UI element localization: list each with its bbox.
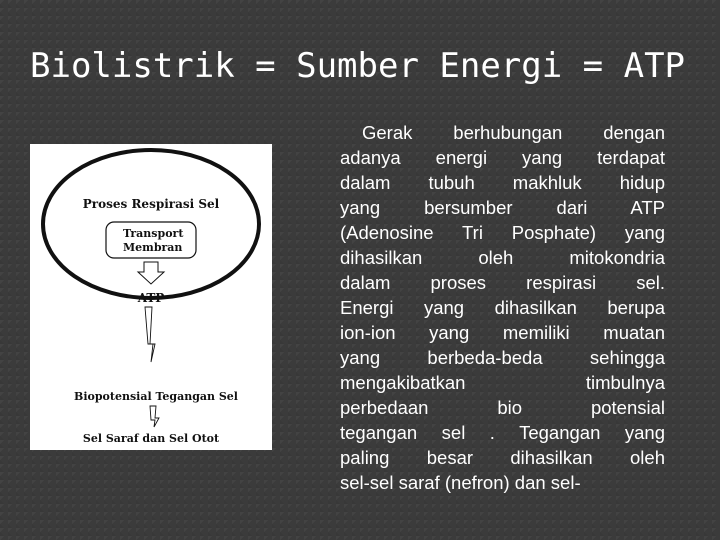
- body-line: yang bersumber dari ATP: [340, 197, 665, 218]
- respiration-diagram: [30, 144, 272, 450]
- slide-title: Biolistrik = Sumber Energi = ATP: [30, 46, 686, 86]
- label-transport-2: Membran: [123, 241, 183, 254]
- body-line: dihasilkan oleh mitokondria: [340, 247, 665, 268]
- body-line: yang berbeda-beda sehingga: [340, 347, 665, 368]
- body-line: mengakibatkan timbulnya: [340, 372, 665, 393]
- diagram-figure: [30, 144, 272, 450]
- body-line: sel-sel saraf (nefron) dan sel-: [340, 472, 581, 493]
- label-atp: ATP: [137, 291, 165, 305]
- body-line: dalam proses respirasi sel.: [340, 272, 665, 293]
- body-line: ion-ion yang memiliki muatan: [340, 322, 665, 343]
- down-arrow-icon: [138, 262, 164, 284]
- body-line: dalam tubuh makhluk hidup: [340, 172, 665, 193]
- lightning-arrow-icon: [150, 406, 159, 427]
- body-line: tegangan sel . Tegangan yang: [340, 422, 665, 443]
- label-cells: Sel Saraf dan Sel Otot: [82, 432, 220, 445]
- body-line: Gerak berhubungan dengan: [362, 122, 665, 143]
- body-line: adanya energi yang terdapat: [340, 147, 665, 168]
- label-respiration: Proses Respirasi Sel: [82, 197, 220, 211]
- body-line: perbedaan bio potensial: [340, 397, 665, 418]
- body-line: (Adenosine Tri Posphate) yang: [340, 222, 665, 243]
- lightning-arrow-icon: [145, 307, 155, 362]
- body-line: Energi yang dihasilkan berupa: [340, 297, 665, 318]
- body-line: paling besar dihasilkan oleh: [340, 447, 665, 468]
- label-biopotential: Biopotensial Tegangan Sel: [74, 390, 238, 403]
- body-paragraph: [340, 120, 665, 495]
- label-transport-1: Transport: [123, 227, 184, 240]
